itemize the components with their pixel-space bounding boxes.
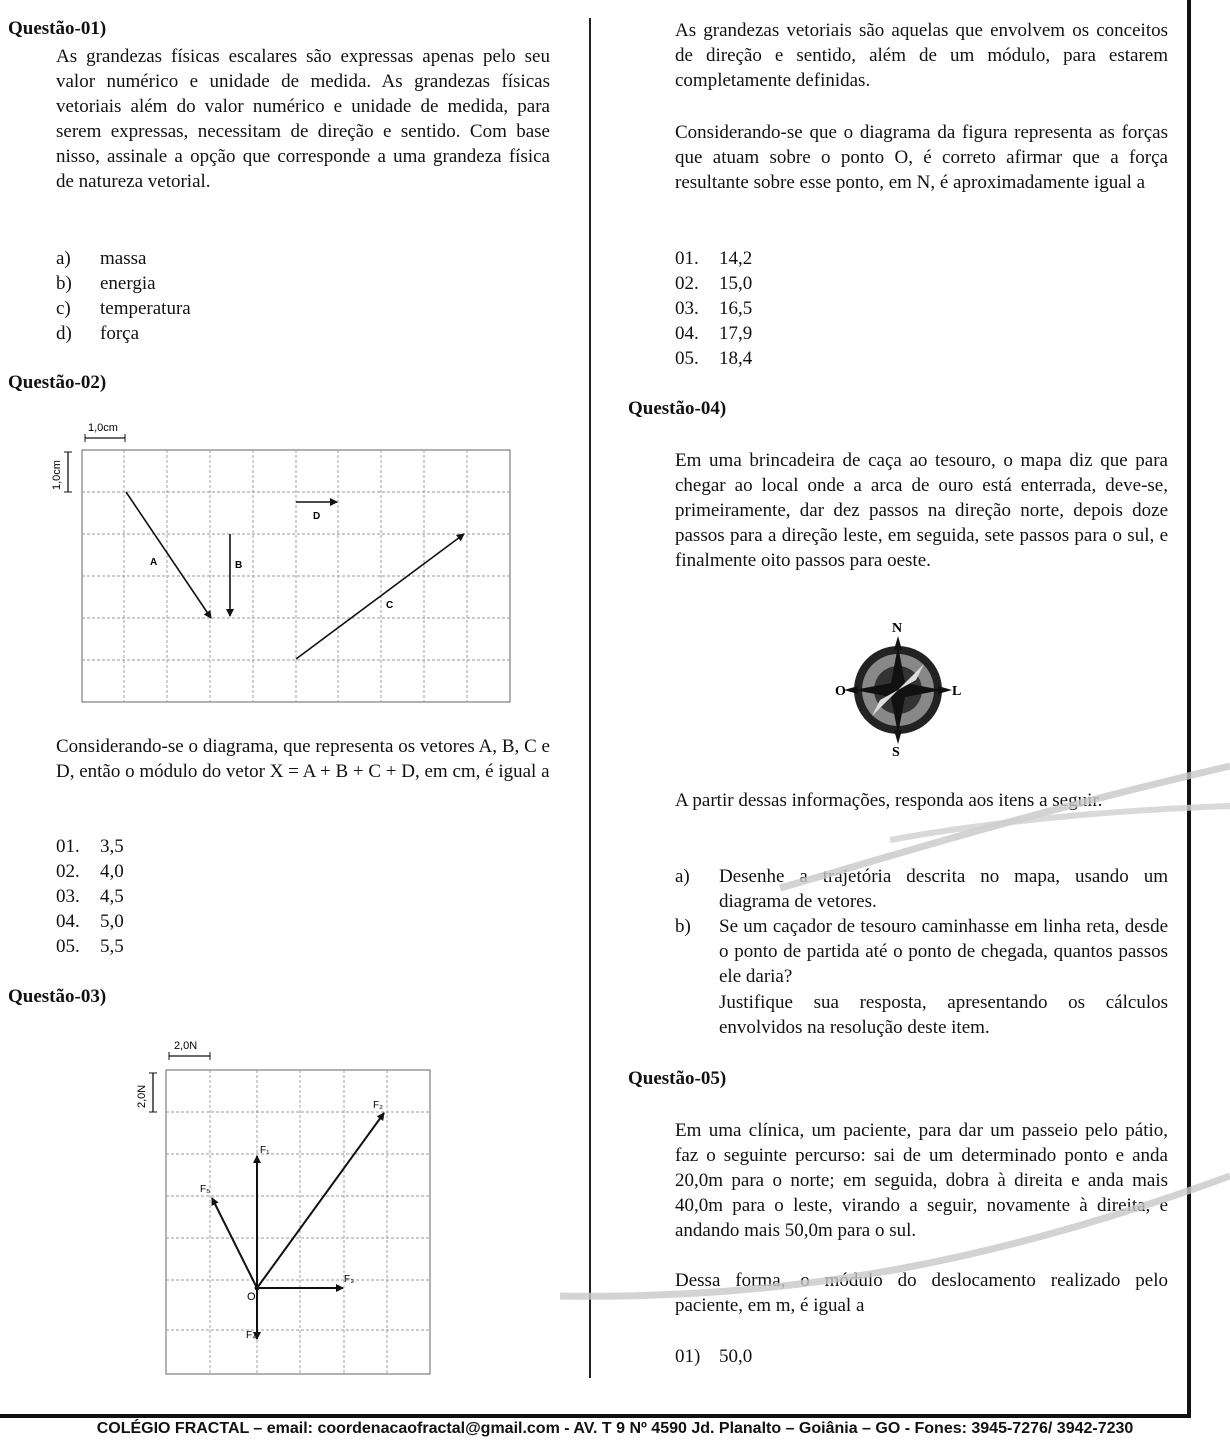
option-text: 5,5 [100,936,124,957]
q3-label-f4: F₄ [246,1330,257,1341]
q4-text: Em uma brincadeira de caça ao tesouro, o mapa diz que para chegar ao local onde a arca de ouro está enterrada, deve-se, primeiramente, dar dez passos na direção norte, depois doze passos para a direção leste, em seguida, sete passos para o sul, e finalmente oito passos para oeste. [675,450,1168,571]
q3-heading: Questão-03) [8,986,107,1007]
option-text: massa [100,248,147,269]
option-label: 01) [675,1346,701,1367]
option-text: 4,0 [100,861,124,882]
q3-label-f5: F₅ [200,1184,211,1195]
option-label: 04. [675,323,699,344]
option-text: 18,4 [719,348,753,369]
q4-prompt: A partir dessas informações, responda aos itens a seguir. [675,790,1103,811]
option-label: 01. [675,248,699,269]
q3-scale-y-label: 2,0N [136,1084,148,1108]
q2-label-d: D [313,511,321,522]
q1-text: As grandezas físicas escalares são expressas apenas pelo seu valor numérico e unidade de medida. As grandezas físicas vetoriais além do valor numérico e unidade de medida, para serem expressas, necessitam de direção e sentido. Com base nisso, assinale a opção que corresponde a uma grandeza física de natureza vetorial. [56,46,550,192]
option-label: 03. [675,298,699,319]
option-text: 3,5 [100,836,124,857]
option-text: temperatura [100,298,191,319]
q3-origin-label: O [247,1291,256,1303]
option-text: 15,0 [719,273,753,294]
q2-scale-y-label: 1,0cm [51,460,63,490]
option-label: 02. [675,273,699,294]
page-footer: COLÉGIO FRACTAL – email: coordenacaofractal@gmail.com - AV. T 9 Nº 4590 Jd. Planalto – Goiânia – GO - Fones: 3945-7276/ 3942-7230 [96,1420,1134,1437]
q3-label-f2: F₂ [373,1100,383,1111]
option-label: b) [56,273,72,294]
option-text: 50,0 [719,1346,753,1367]
option-label: c) [56,298,71,319]
q3-scale-x-label: 2,0N [174,1040,198,1052]
compass-north-label: N [892,621,903,636]
option-label: 05. [675,348,699,369]
item-label: b) [675,916,691,937]
option-text: força [100,323,140,344]
q2-text: Considerando-se o diagrama, que representa os vetores A, B, C e D, então o módulo do vetor X = A + B + C + D, em cm, é igual a [56,736,550,782]
option-label: 03. [56,886,80,907]
option-label: 04. [56,911,80,932]
compass-south-label: S [892,745,900,760]
item-text: Desenhe a trajetória descrita no mapa, usando um diagrama de vetores. [719,866,1168,912]
q4-justify: Justifique sua resposta, apresentando os cálculos envolvidos na resolução deste item. [719,992,1168,1038]
option-label: 02. [56,861,80,882]
option-text: 16,5 [719,298,753,319]
q2-scale-x-label: 1,0cm [88,422,118,434]
q5-text: Em uma clínica, um paciente, para dar um passeio pelo pátio, faz o seguinte percurso: sai de um determinado ponto e anda 20,0m para o norte; em seguida, dobra à direita e anda mais 40,0m para o leste, virando a seguir, novamente à direita, e andando mais 50,0m para o sul. [675,1120,1168,1241]
q5-heading: Questão-05) [628,1068,727,1089]
q2-label-b: B [235,560,243,571]
q5-text2: Dessa forma, o módulo do deslocamento realizado pelo paciente, em m, é igual a [675,1270,1168,1316]
q2-heading: Questão-02) [8,372,107,393]
q3-label-f1: F₁ [260,1145,270,1156]
option-text: 14,2 [719,248,753,269]
q1-heading: Questão-01) [8,18,107,39]
option-label: d) [56,323,72,344]
q2-label-a: A [150,557,158,568]
option-text: 4,5 [100,886,124,907]
option-text: energia [100,273,156,294]
option-label: 05. [56,936,80,957]
item-text: Se um caçador de tesouro caminhasse em linha reta, desde o ponto de partida até o ponto de chegada, quantos passos ele daria? [719,916,1168,987]
compass-east-label: L [952,684,962,699]
q3-label-f3: F₃ [344,1274,355,1285]
q2-label-c: C [386,600,394,611]
item-label: a) [675,866,690,887]
q4-heading: Questão-04) [628,398,727,419]
option-label: 01. [56,836,80,857]
option-label: a) [56,248,71,269]
option-text: 17,9 [719,323,753,344]
q3-text: Considerando-se que o diagrama da figura representa as forças que atuam sobre o ponto O, é correto afirmar que a força resultante sobre esse ponto, em N, é aproximadamente igual a [675,122,1168,193]
compass-west-label: O [835,684,846,699]
option-text: 5,0 [100,911,124,932]
q3-intro: As grandezas vetoriais são aquelas que envolvem os conceitos de direção e sentido, além de um módulo, para estarem completamente definidas. [675,20,1168,91]
